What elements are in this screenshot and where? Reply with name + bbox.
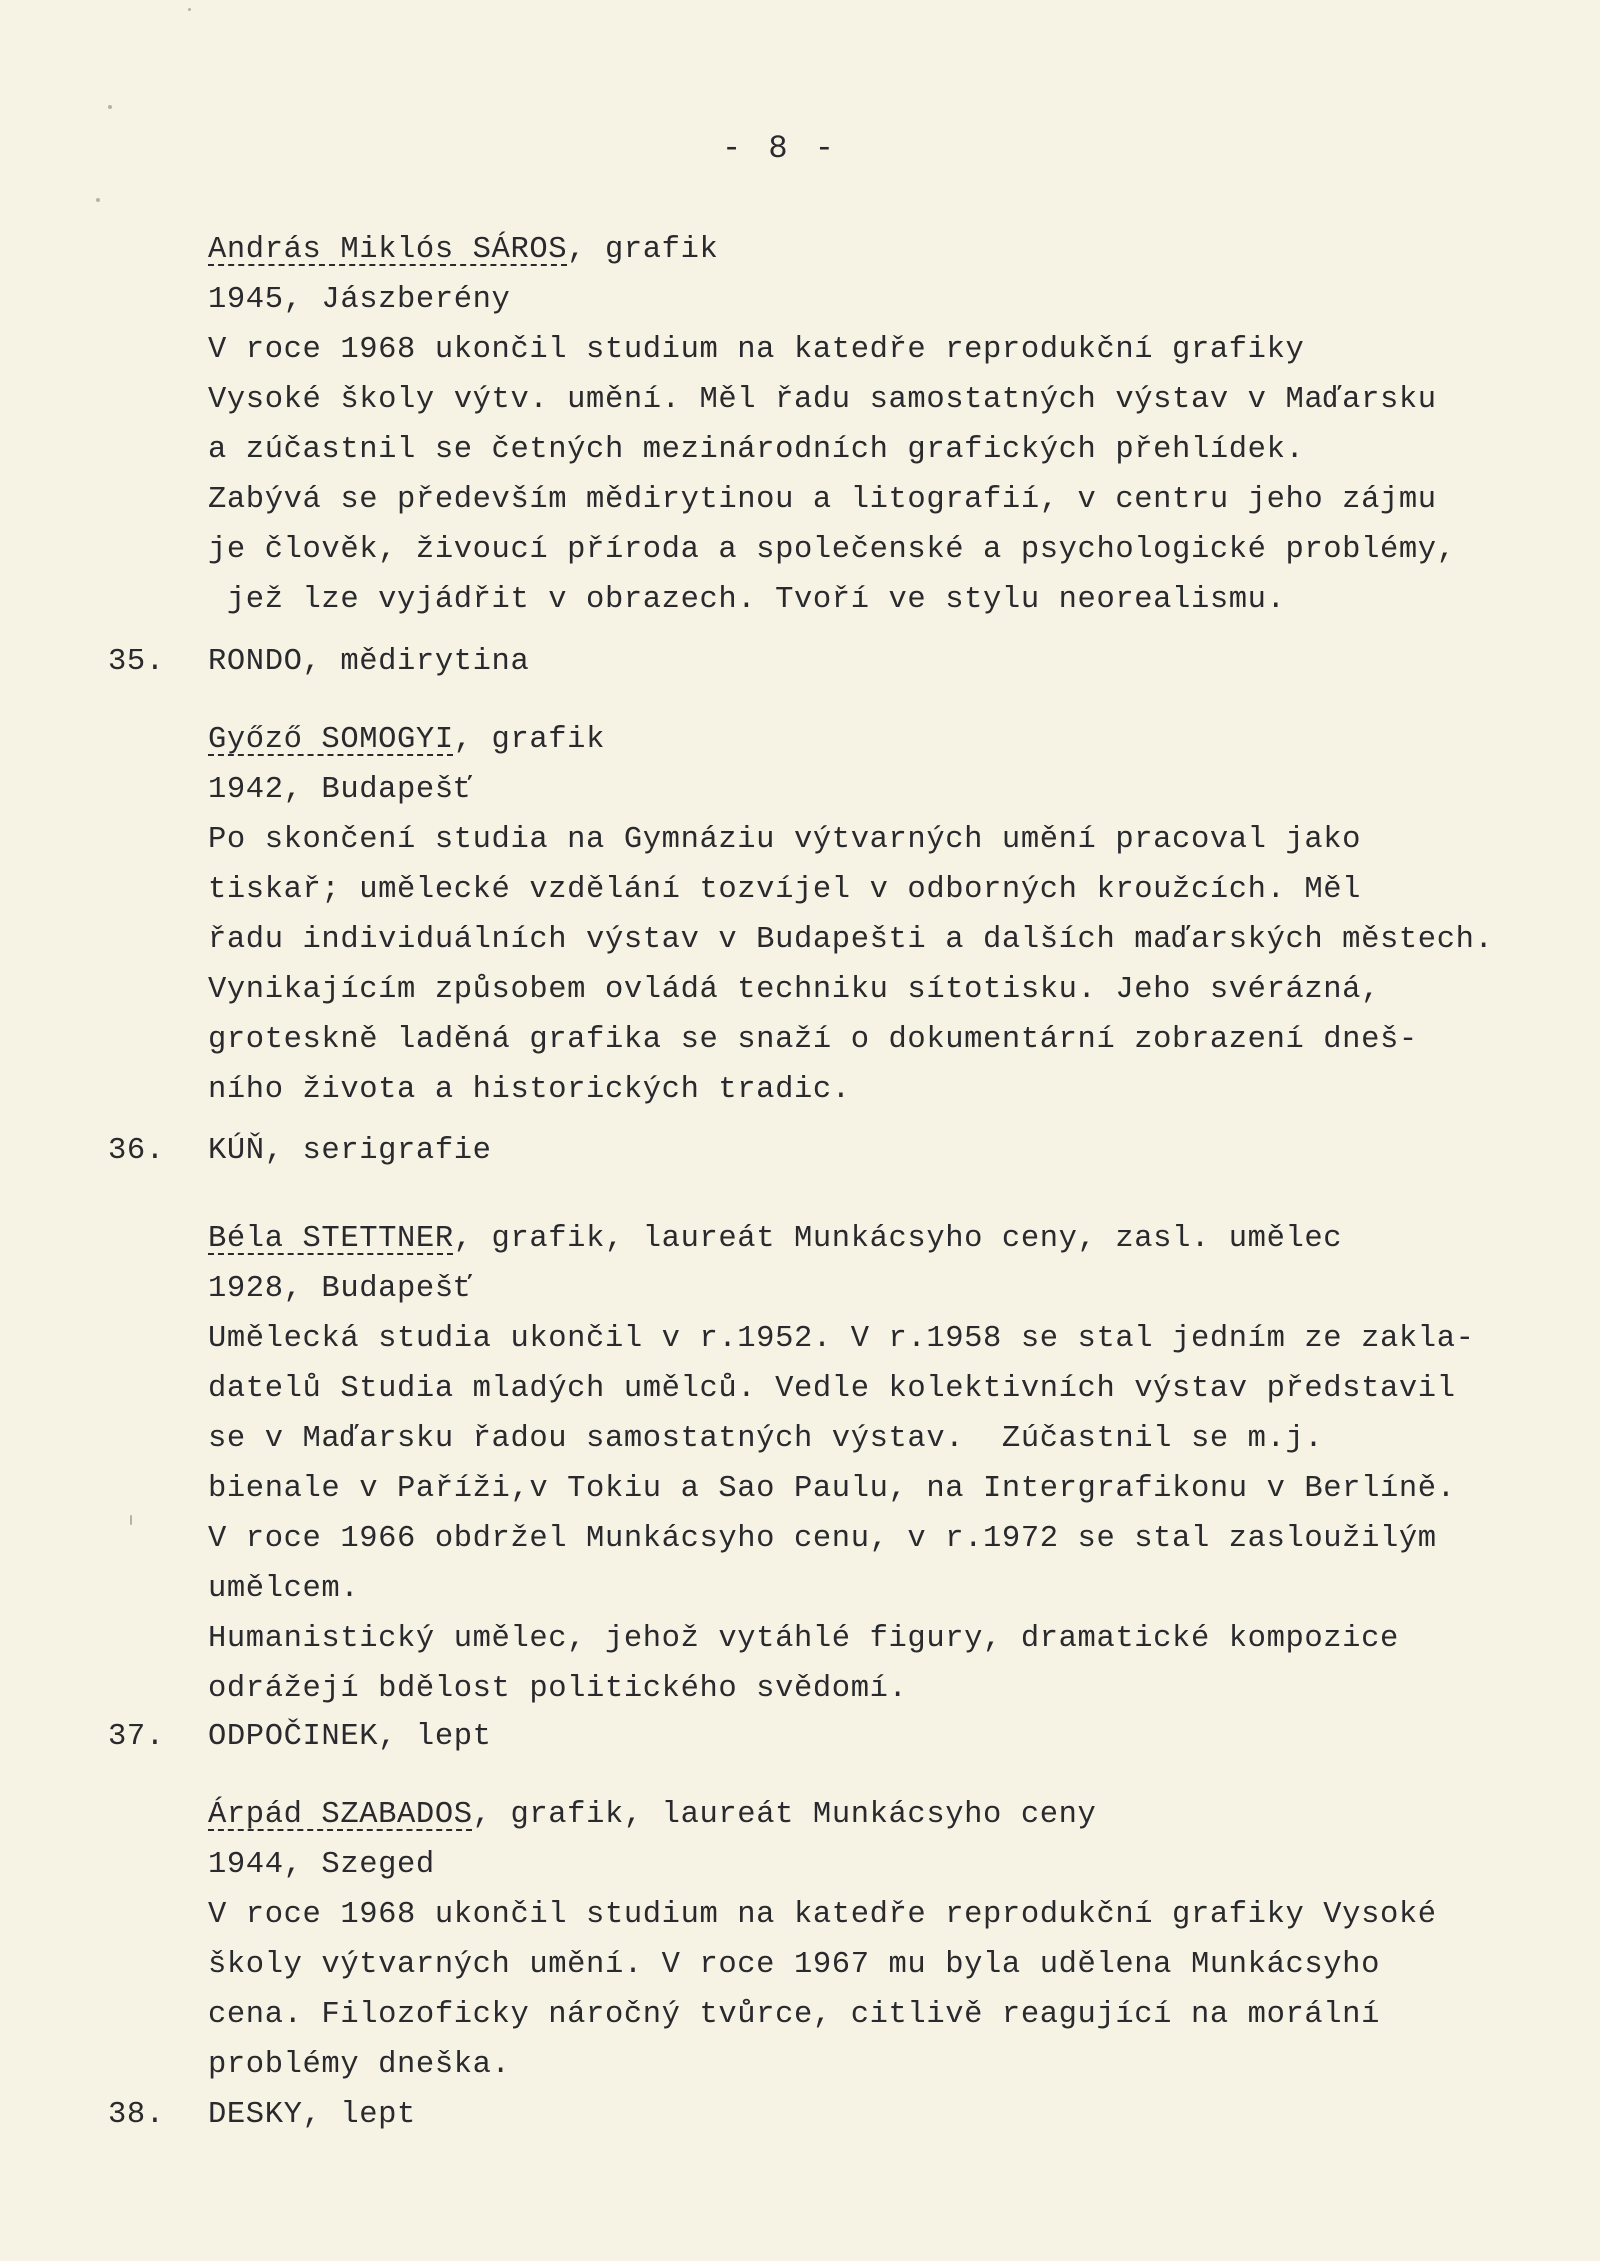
artist-entry	[208, 1214, 1548, 1714]
paper-speck	[188, 8, 191, 11]
item-title: RONDO, mědirytina	[208, 645, 530, 679]
artist-birth: 1945, Jászberény	[208, 283, 511, 317]
artist-entry	[208, 225, 1548, 625]
bio-line: je člověk, živoucí příroda a společenské a psychologické problémy,	[208, 533, 1456, 567]
artist-role: , grafik	[453, 723, 605, 757]
artist-name: Árpád SZABADOS	[208, 1798, 473, 1832]
catalog-item	[108, 1126, 1548, 1176]
bio-line: ního života a historických tradic.	[208, 1073, 851, 1107]
artist-entry	[208, 715, 1548, 1115]
item-number: 38.	[108, 2098, 165, 2132]
bio-line: a zúčastnil se četných mezinárodních grafických přehlídek.	[208, 433, 1305, 467]
bio-line: Humanistický umělec, jehož vytáhlé figury, dramatické kompozice	[208, 1622, 1399, 1656]
bio-line: školy výtvarných umění. V roce 1967 mu byla udělena Munkácsyho	[208, 1948, 1380, 1982]
paper-speck	[108, 105, 112, 109]
bio-line: jež lze vyjádřit v obrazech. Tvoří ve stylu neorealismu.	[208, 583, 1286, 617]
artist-name: András Miklós SÁROS	[208, 233, 568, 267]
bio-line: groteskně laděná grafika se snaží o dokumentární zobrazení dneš-	[208, 1023, 1418, 1057]
artist-birth: 1944, Szeged	[208, 1848, 435, 1882]
bio-line: se v Maďarsku řadou samostatných výstav. Zúčastnil se m.j.	[208, 1422, 1324, 1456]
bio-line: Umělecká studia ukončil v r.1952. V r.1958 se stal jedním ze zakla-	[208, 1322, 1475, 1356]
artist-heading	[208, 1790, 1548, 1840]
item-number: 37.	[108, 1720, 165, 1754]
bio-line: cena. Filozoficky náročný tvůrce, citlivě reagující na morální	[208, 1998, 1380, 2032]
bio-line: Zabývá se především mědirytinou a litografií, v centru jeho zájmu	[208, 483, 1437, 517]
artist-role: , grafik, laureát Munkácsyho ceny, zasl. umělec	[453, 1222, 1343, 1256]
catalog-item	[108, 2090, 1548, 2140]
bio-line: datelů Studia mladých umělců. Vedle kolektivních výstav představil	[208, 1372, 1456, 1406]
paper-speck	[96, 198, 100, 202]
bio-line: odrážejí bdělost politického svědomí.	[208, 1672, 908, 1706]
bio-line: tiskař; umělecké vzdělání tozvíjel v odborných kroužcích. Měl	[208, 873, 1362, 907]
artist-entry	[208, 1790, 1548, 2090]
artist-birth: 1928, Budapešť	[208, 1272, 473, 1306]
artist-role: , grafik	[567, 233, 719, 267]
paper-speck	[130, 1515, 132, 1525]
artist-birth: 1942, Budapešť	[208, 773, 473, 807]
item-number: 35.	[108, 645, 165, 679]
bio-line: Po skončení studia na Gymnáziu výtvarných umění pracoval jako	[208, 823, 1362, 857]
item-title: KÚŇ, serigrafie	[208, 1134, 492, 1168]
item-title: DESKY, lept	[208, 2098, 416, 2132]
artist-heading	[208, 1214, 1548, 1264]
bio-line: V roce 1968 ukončil studium na katedře reprodukční grafiky	[208, 333, 1305, 367]
catalog-item	[108, 1712, 1548, 1762]
bio-line: V roce 1966 obdržel Munkácsyho cenu, v r.1972 se stal zasloužilým	[208, 1522, 1437, 1556]
bio-line: V roce 1968 ukončil studium na katedře reprodukční grafiky Vysoké	[208, 1898, 1437, 1932]
artist-role: , grafik, laureát Munkácsyho ceny	[472, 1798, 1097, 1832]
artist-heading	[208, 715, 1548, 765]
bio-line: Vysoké školy výtv. umění. Měl řadu samostatných výstav v Maďarsku	[208, 383, 1437, 417]
bio-line: problémy dneška.	[208, 2048, 511, 2082]
catalog-item	[108, 637, 1548, 687]
bio-line: řadu individuálních výstav v Budapešti a dalších maďarských městech.	[208, 923, 1494, 957]
bio-line: umělcem.	[208, 1572, 360, 1606]
artist-heading	[208, 225, 1548, 275]
item-number: 36.	[108, 1134, 165, 1168]
artist-name: Győző SOMOGYI	[208, 723, 454, 757]
page-number: - 8 -	[721, 130, 838, 167]
bio-line: Vynikajícím způsobem ovládá techniku sítotisku. Jeho svérázná,	[208, 973, 1380, 1007]
item-title: ODPOČINEK, lept	[208, 1720, 492, 1754]
artist-name: Béla STETTNER	[208, 1222, 454, 1256]
bio-line: bienale v Paříži,v Tokiu a Sao Paulu, na Intergrafikonu v Berlíně.	[208, 1472, 1456, 1506]
